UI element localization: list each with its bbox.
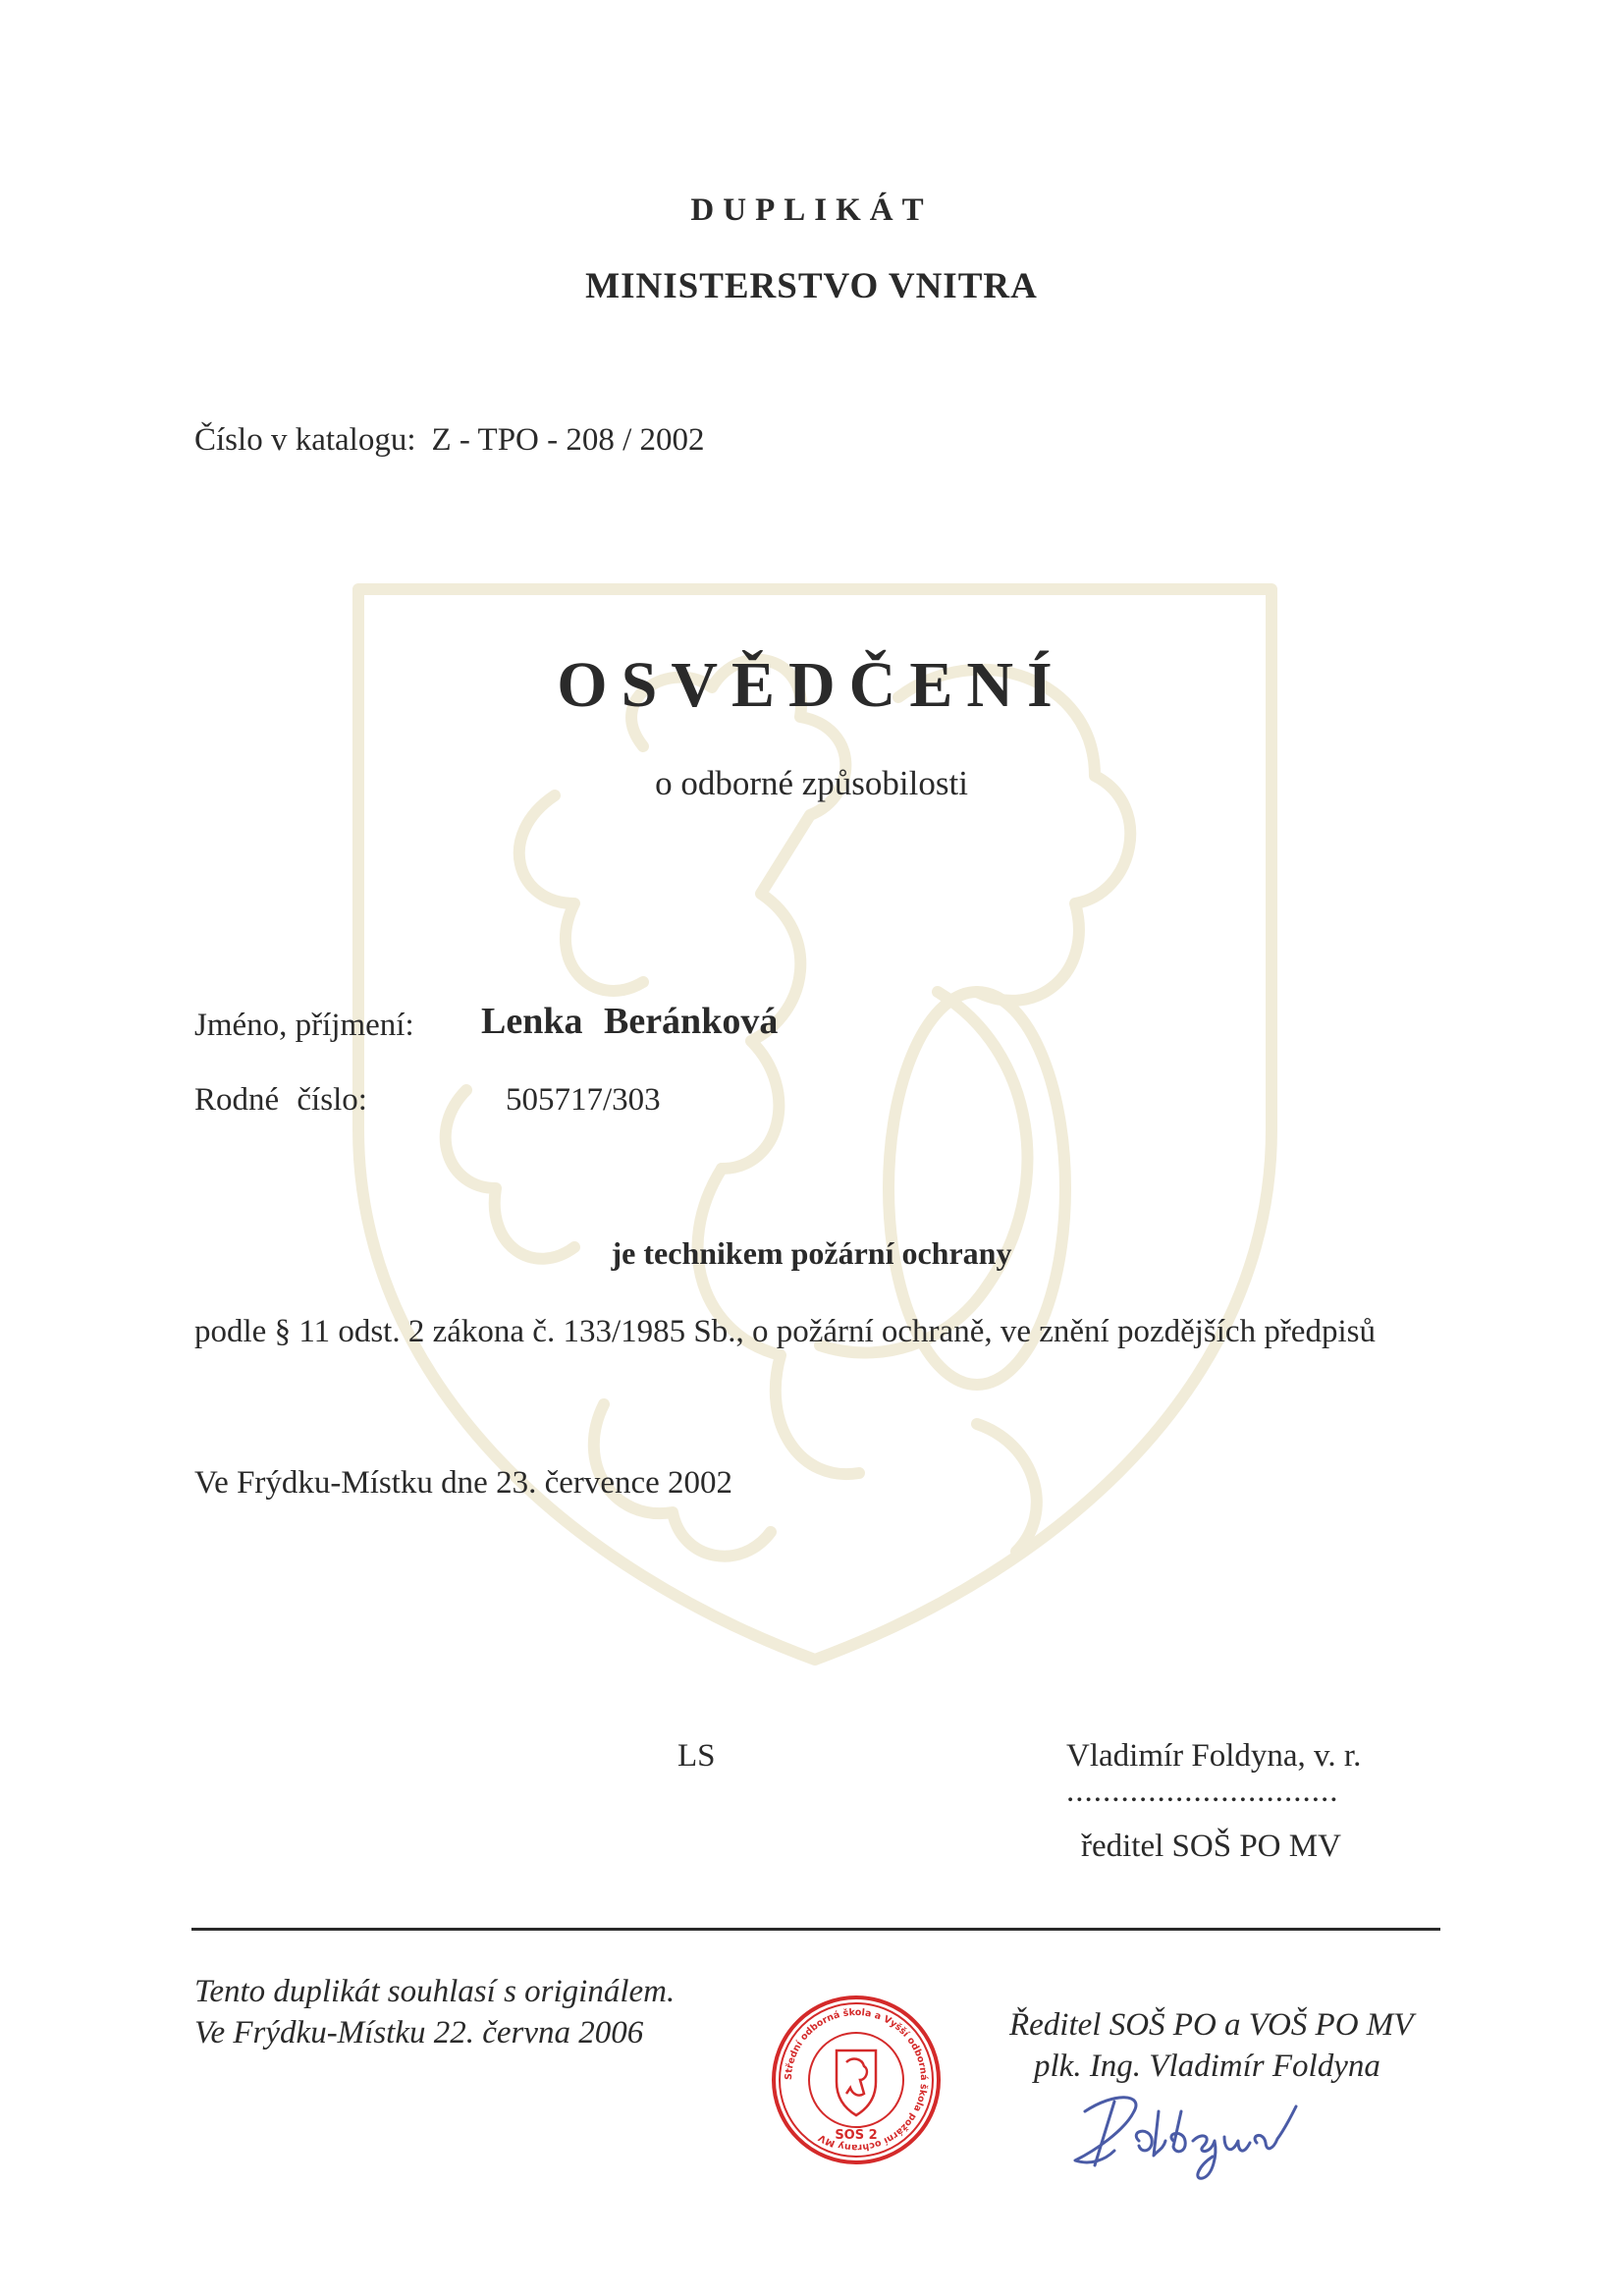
legal-basis: podle § 11 odst. 2 zákona č. 133/1985 Sb., o požární ochraně, ve znění pozdějších předpisů [194,1314,1376,1349]
verification-statement: Tento duplikát souhlasí s originálem. [194,1974,676,2009]
qualification-statement: je technikem požární ochrany [611,1235,1012,1271]
divider-line [191,1928,1440,1931]
coat-of-arms-watermark [349,579,1281,1669]
catalog-label: Číslo v katalogu: [194,422,416,458]
handwritten-signature [1055,2072,1311,2190]
stamp-bottom-text: SOŠ 2 [835,2128,878,2143]
ministry-heading: MINISTERSTVO VNITRA [585,266,1038,306]
signer-role: ředitel SOŠ PO MV [1081,1829,1341,1864]
issue-place-date: Ve Frýdku-Místku dne 23. července 2002 [194,1465,733,1501]
director-name: plk. Ing. Vladimír Foldyna [1034,2049,1380,2084]
birth-number-value: 505717/303 [506,1082,661,1118]
ls-mark: LS [677,1738,716,1774]
director-title: Ředitel SOŠ PO a VOŠ PO MV [1009,2007,1414,2043]
signature-dotted-line: .............................. [1066,1774,1339,1809]
person-name: Lenka Beránková [481,1001,779,1042]
official-stamp [768,1992,945,2168]
verification-place-date: Ve Frýdku-Místku 22. června 2006 [194,2015,644,2050]
birth-number-label: Rodné číslo: [194,1082,367,1118]
catalog-number-line [194,422,705,459]
duplicate-heading: DUPLIKÁT [690,192,933,228]
certificate-title: OSVĚDČENÍ [557,649,1066,721]
stamp-ring-text: Střední odborná škola a Vyšší odborná škola požární ochrany MV [783,2006,930,2154]
certificate-subtitle: o odborné způsobilosti [655,764,968,802]
signer-name: Vladimír Foldyna, v. r. [1066,1738,1362,1774]
catalog-value: Z - TPO - 208 / 2002 [431,422,705,458]
name-label: Jméno, příjmení: [194,1008,414,1043]
